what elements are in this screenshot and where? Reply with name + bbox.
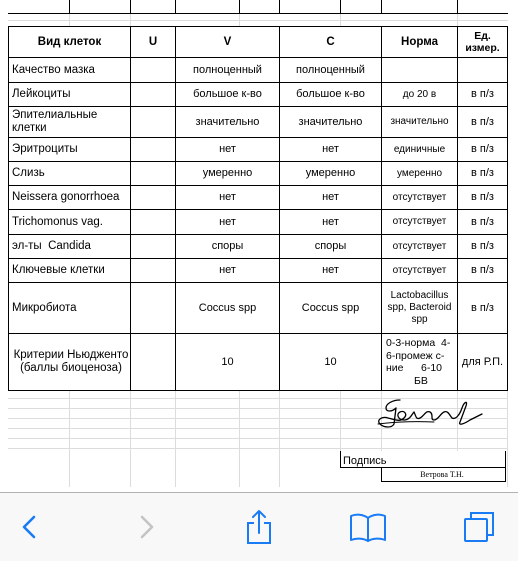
row-c-value: большое к-во: [296, 88, 365, 100]
handwritten-signature: [374, 394, 486, 430]
row-v-value: нет: [219, 264, 236, 276]
row-norm-value: значительно: [390, 116, 449, 127]
header-norm: Норма: [401, 35, 438, 48]
row-v-value: значительно: [195, 115, 260, 128]
forward-icon: [136, 514, 156, 540]
row-name-line2: (баллы биоценоза): [20, 362, 122, 374]
row-name: Качество мазка: [12, 63, 95, 76]
row-norm-value: [382, 283, 457, 333]
bookmarks-icon: [349, 512, 387, 542]
header-unit-line2: измер.: [465, 42, 500, 54]
row-v-value: 10: [221, 355, 234, 368]
row-name-line1: Критерии Ньюдженто: [13, 349, 129, 361]
row-v-value: умеренно: [202, 167, 253, 179]
row-v-value: полноценный: [193, 63, 262, 76]
row-c-value: нет: [322, 143, 339, 155]
norm-line4: БВ: [414, 374, 428, 387]
row-norm-value: отсутствует: [392, 264, 447, 276]
row-unit-value: в п/з: [471, 191, 494, 203]
row-v-value: нет: [219, 143, 236, 155]
header-v: V: [223, 35, 232, 48]
share-button[interactable]: [239, 507, 279, 547]
row-name-line1: Эпителиальные: [12, 109, 98, 121]
bookmarks-button[interactable]: [348, 507, 388, 547]
row-name: Микробиота: [12, 301, 77, 314]
header-unit: [458, 27, 507, 57]
norm-line1: Lactobacillus: [390, 290, 449, 301]
row-v-value: Coccus spp: [198, 301, 257, 314]
row-norm-value: отсутствует: [392, 240, 447, 252]
row-c-value: споры: [314, 240, 347, 252]
row-name: [9, 107, 130, 137]
norm-line1: 0-3-норма 4-: [386, 337, 451, 349]
row-c-value: умеренно: [305, 167, 356, 179]
row-c-value: Coccus spp: [301, 301, 360, 314]
row-c-value: значительно: [298, 115, 363, 128]
row-v-value: нет: [219, 191, 236, 203]
row-norm-value: умеренно: [396, 167, 443, 179]
row-name: Ключевые клетки: [12, 264, 105, 276]
row-name: Лейкоциты: [12, 88, 71, 100]
row-norm-value: отсутствует: [392, 191, 447, 203]
row-v-value: нет: [219, 215, 236, 228]
row-norm-value: отсутствует: [392, 216, 447, 227]
signatory-name: Ветрова Т.Н.: [420, 470, 464, 479]
row-name: эл-ты Candida: [12, 240, 91, 252]
back-icon: [20, 514, 40, 540]
row-unit-value: в п/з: [471, 88, 494, 100]
signature-label: Подпись: [343, 455, 387, 467]
norm-line2: spp, Bacteroid: [387, 302, 452, 313]
row-v-value: большое к-во: [193, 88, 262, 100]
row-unit-value: в п/з: [471, 301, 494, 314]
share-icon: [245, 509, 273, 545]
forward-button[interactable]: [126, 507, 166, 547]
tabs-button[interactable]: [459, 507, 499, 547]
tabs-icon: [462, 510, 496, 544]
row-v-value: споры: [211, 240, 244, 252]
row-unit-value: в п/з: [471, 143, 494, 155]
row-norm-value: [382, 334, 457, 390]
back-button[interactable]: [10, 507, 50, 547]
row-c-value: нет: [322, 264, 339, 276]
row-unit-value: для Р.П.: [461, 355, 504, 368]
norm-line2: 6-промеж с-: [386, 349, 445, 362]
row-c-value: 10: [324, 355, 337, 368]
norm-line3: spp: [411, 314, 428, 325]
header-u: U: [148, 35, 158, 48]
browser-toolbar: [0, 492, 518, 561]
row-name: Neissera gonorrhoea: [12, 191, 120, 203]
row-name: Эритроциты: [12, 143, 78, 155]
row-name-line2: клетки: [12, 122, 47, 134]
header-unit-line1: Ед.: [474, 30, 491, 42]
row-c-value: нет: [322, 191, 339, 203]
row-unit-value: в п/з: [471, 215, 494, 228]
row-norm-value: до 20 в: [402, 88, 437, 100]
row-unit-value: в п/з: [471, 167, 494, 179]
row-norm-value: единичные: [393, 143, 446, 155]
row-c-value: полноценный: [296, 63, 365, 76]
row-name: Слизь: [12, 167, 45, 179]
header-cell-type: Вид клеток: [37, 35, 102, 48]
row-name: Trichomonus vag.: [12, 215, 103, 228]
row-unit-value: в п/з: [471, 115, 494, 128]
row-unit-value: в п/з: [471, 264, 494, 276]
norm-line3: ние 6-10: [386, 362, 443, 374]
header-c: C: [326, 35, 335, 48]
row-c-value: нет: [322, 215, 339, 228]
row-unit-value: в п/з: [471, 240, 494, 252]
row-name: [9, 334, 130, 390]
